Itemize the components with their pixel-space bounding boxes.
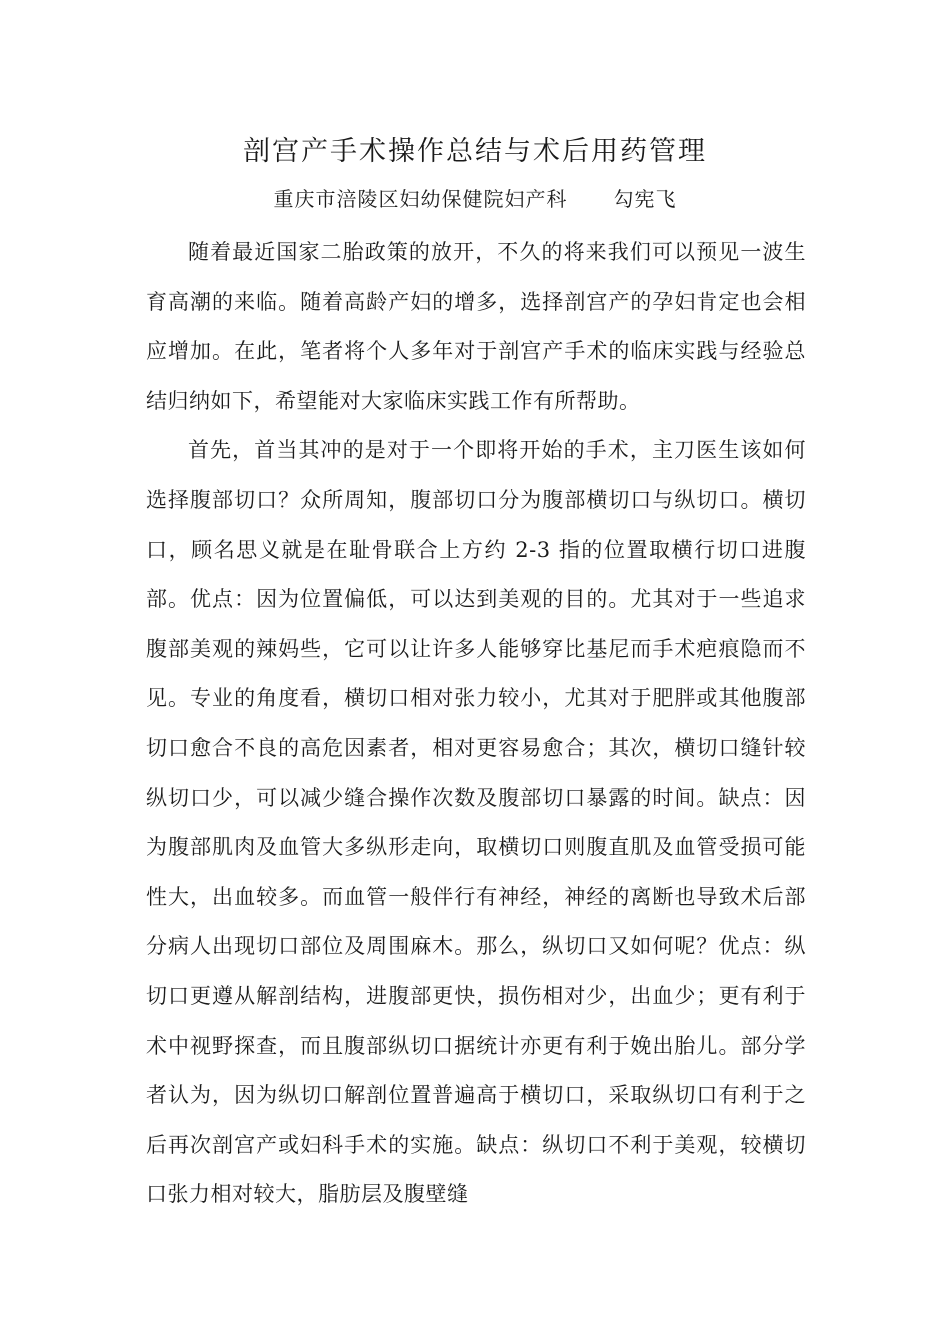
paragraph-incision: 首先，首当其冲的是对于一个即将开始的手术，主刀医生该如何选择腹部切口？众所周知，腹部切口分为腹部横切口与纵切口。横切口，顾名思义就是在耻骨联合上方约 2-3 指的位置取横行切口进腹部。优点：因为位置偏低，可以达到美观的目的。尤其对于一些追求腹部美观的辣妈些，它可以让许多人能够穿比基尼而手术疤痕隐而不见。专业的角度看，横切口相对张力较小，尤其对于肥胖或其他腹部切口愈合不良的高危因素者，相对更容易愈合；其次，横切口缝针较纵切口少，可以减少缝合操作次数及腹部切口暴露的时间。缺点：因为腹部肌肉及血管大多纵形走向，取横切口则腹直肌及血管受损可能性大，出血较多。而血管一般伴行有神经，神经的离断也导致术后部分病人出现切口部位及周围麻木。那么，纵切口又如何呢？优点：纵切口更遵从解剖结构，进腹部更快，损伤相对少，出血少；更有利于术中视野探查，而且腹部纵切口据统计亦更有利于娩出胎儿。部分学者认为，因为纵切口解剖位置普遍高于横切口，采取纵切口有利于之后再次剖宫产或妇科手术的实施。缺点：纵切口不利于美观，较横切口张力相对较大，脂肪层及腹壁缝: [146, 438, 806, 1207]
document-title: 剖宫产手术操作总结与术后用药管理: [243, 136, 707, 167]
article-body: [146, 228, 806, 1220]
paragraph-intro: 随着最近国家二胎政策的放开，不久的将来我们可以预见一波生育高潮的来临。随着高龄产妇的增多，选择剖宫产的孕妇肯定也会相应增加。在此，笔者将个人多年对于剖宫产手术的临床实践与经验总结归纳如下，希望能对大家临床实践工作有所帮助。: [146, 240, 806, 413]
byline: [0, 182, 950, 216]
author-name: 勾宪飞: [613, 187, 677, 211]
author-affiliation: 重庆市涪陵区妇幼保健院妇产科: [273, 187, 568, 211]
